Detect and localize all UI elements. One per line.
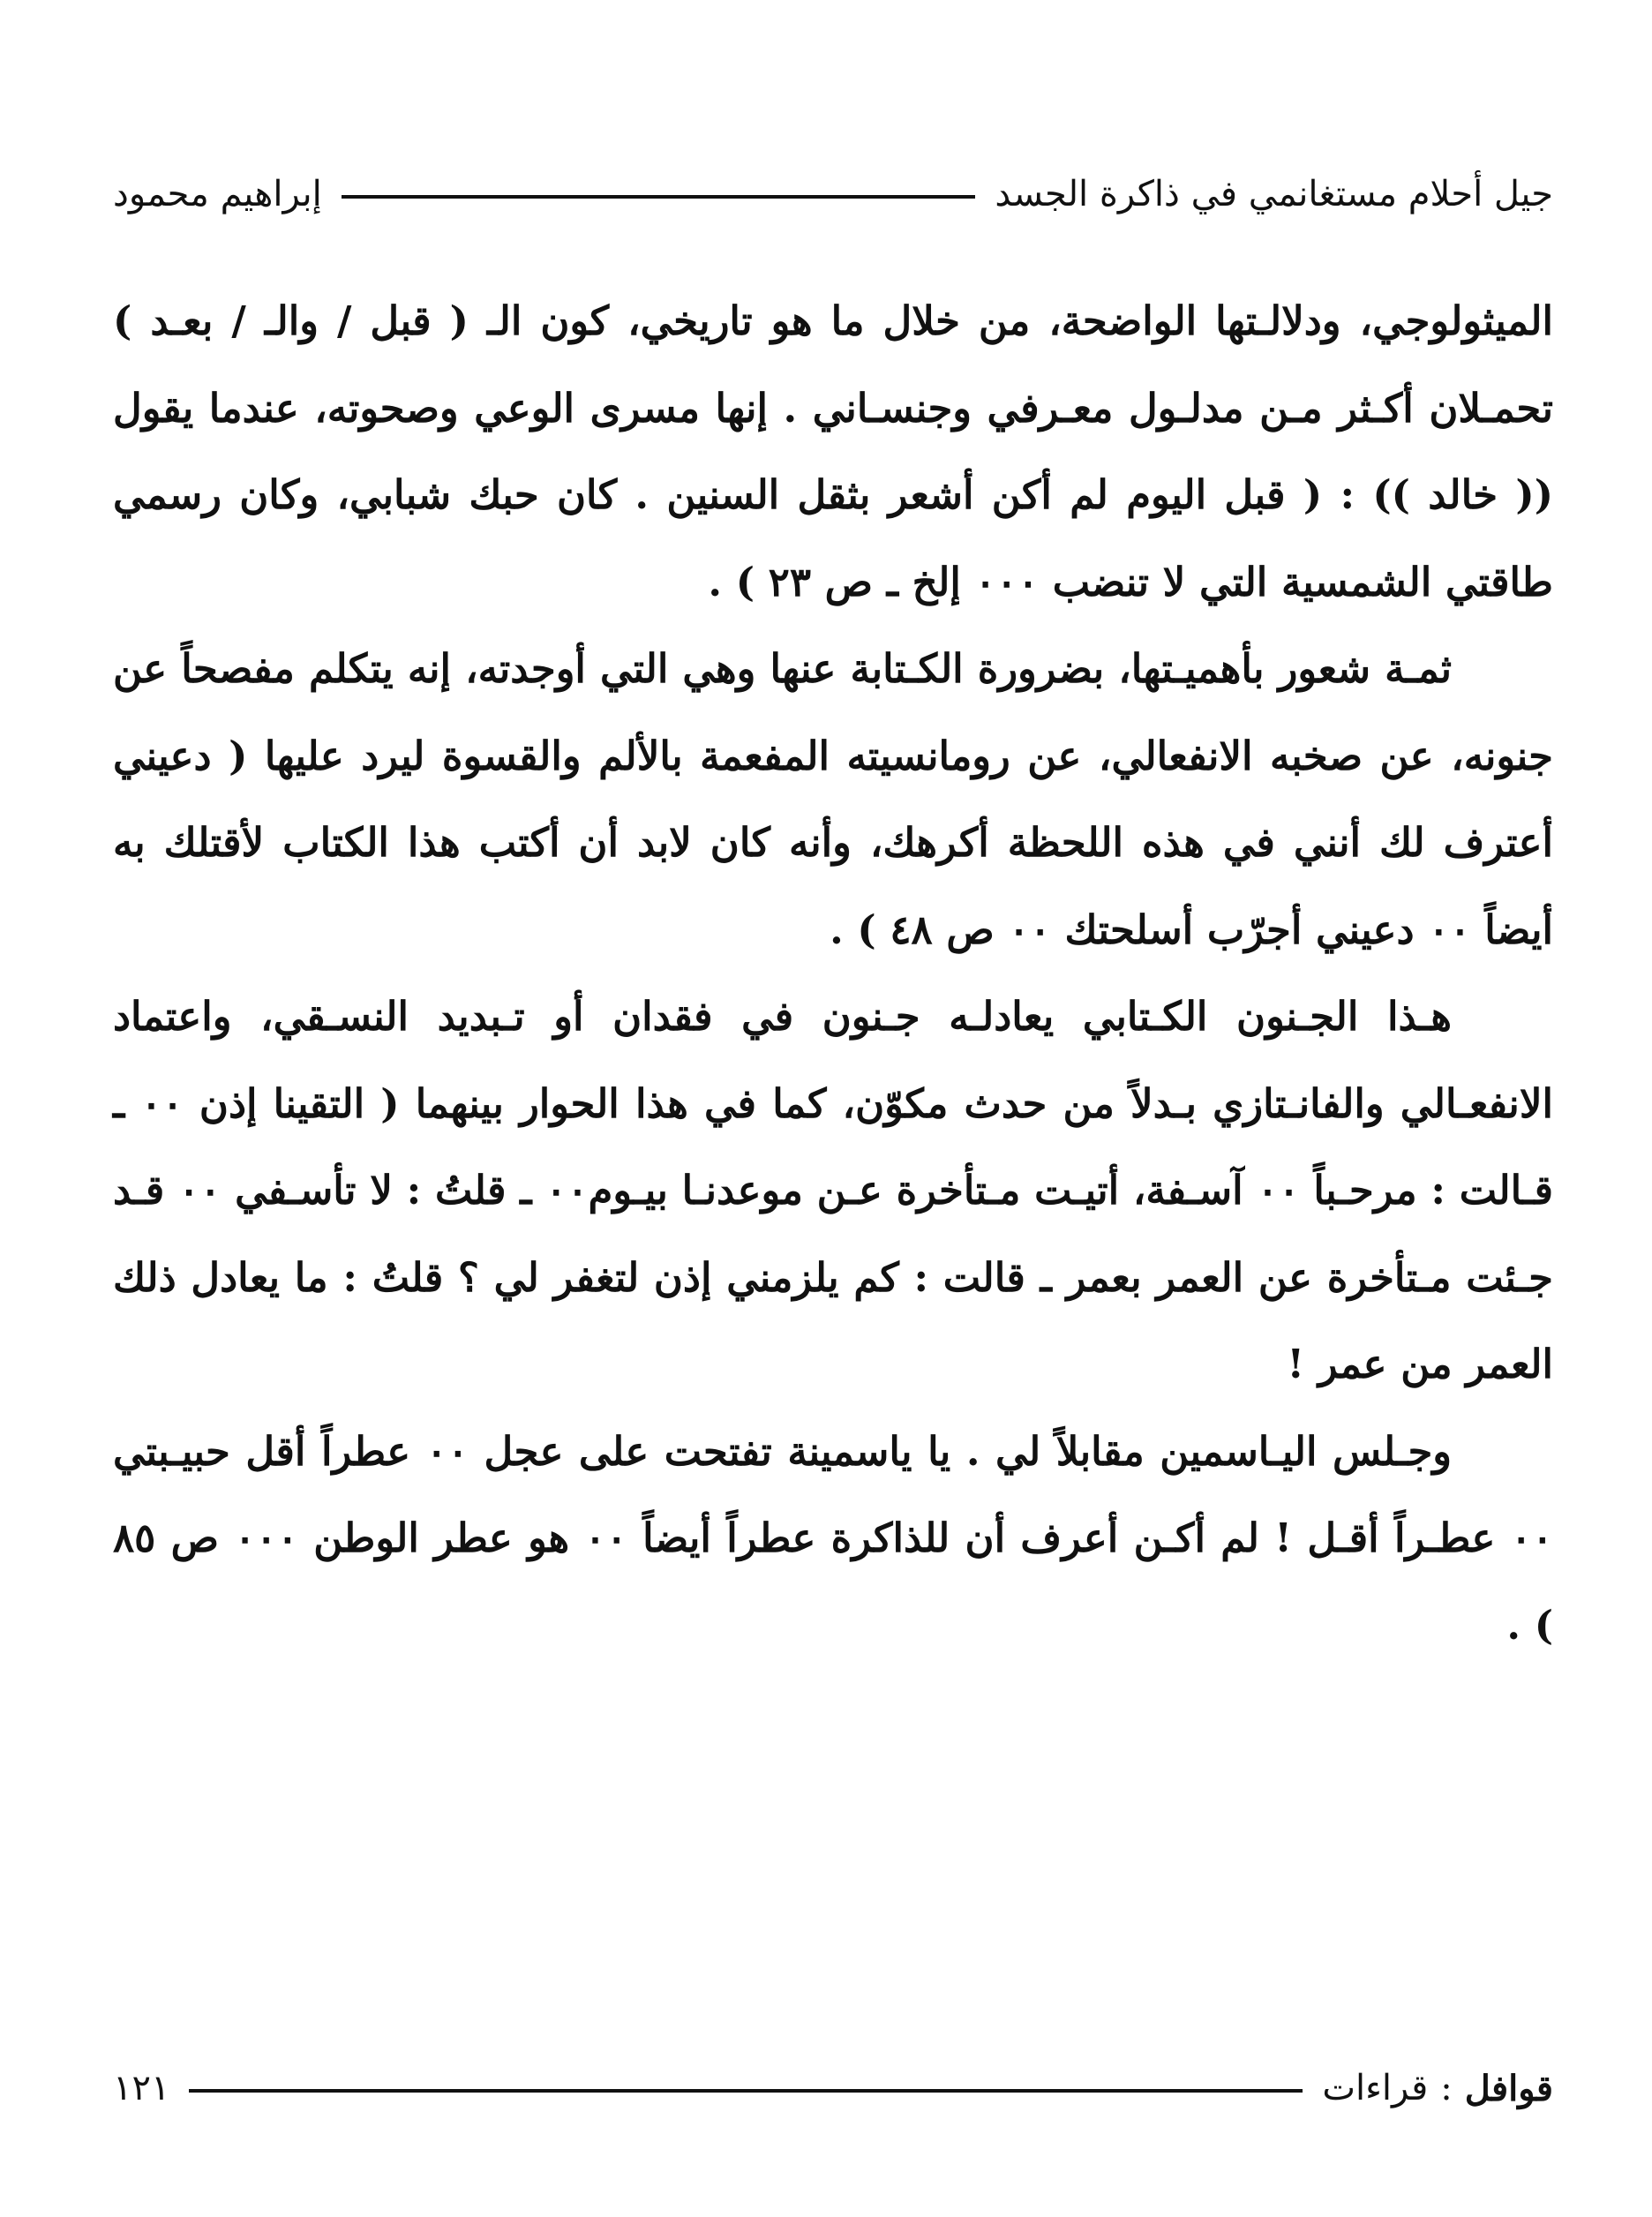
paragraph-2: ثمـة شعور بأهميـتها، بضرورة الكـتابة عنها وهي التي أوجدته، إنه يتكلم مفصحاً عن جنونه، عن صخبه الانفعالي، عن رومانسيته المفعمة بالألم والقسوة ليرد عليها ( دعيني أعترف لك أنني في هذه اللحظة أكرهك، وأنه كان لابد أن أكتب هذا الكتاب لأقتلك به أيضاً ٠٠ دعيني أجرّب أسلحتك ٠٠ ص ٤٨ ) .: [113, 645, 1553, 953]
footer-section-name: قراءات: [1322, 2068, 1429, 2108]
header-rule: [342, 195, 976, 199]
paragraph-1: الميثولوجي، ودلالـتها الواضحة، من خلال ما هو تاريخي، كون الـ ( قبل / والـ / بعـد ) تحمـلان أكـثر مـن مدلـول معـرفي وجنسـاني . إنها مسرى الوعي وصحوته، عندما يقول (( خالد )) : ( قبل اليوم لم أكن أشعر بثقل السنين . كان حبك شبابي، وكان رسمي طاقتي الشمسية التي لا تنضب ٠٠٠ إلخ ـ ص ٢٣ ) .: [113, 297, 1553, 605]
footer-journal-name: قوافل: [1464, 2067, 1553, 2109]
running-header-title: جيل أحلام مستغانمي في ذاكرة الجسد: [995, 174, 1553, 214]
footer-rule: [189, 2089, 1303, 2093]
page-number: ١٢١: [113, 2068, 170, 2108]
footer-separator: :: [1440, 2068, 1453, 2108]
running-footer: [113, 2062, 1553, 2115]
running-header-author: إبراهيم محمود: [113, 174, 322, 214]
paragraph-4: وجـلس اليـاسمين مقابلاً لي . يا ياسمينة تفتحت على عجل ٠٠ عطراً أقل حبيـبتي ٠٠ عطـراً أقـل ! لم أكـن أعرف أن للذاكرة عطراً أيضاً ٠٠ هو عطر الوطن ٠٠٠ ص ٨٥ ) .: [113, 1427, 1553, 1649]
running-header: [113, 168, 1553, 221]
body-text: [113, 278, 1553, 1669]
paragraph-3: هـذا الجـنون الكـتابي يعادلـه جـنون في فقدان أو تـبديد النسـقي، واعتماد الانفعـالي والفانـتازي بـدلاً من حدث مكوّن، كما في هذا الحوار بينهما ( التقينا إذن ٠٠ ـ قـالت : مرحـباً ٠٠ آسـفة، أتيـت مـتأخرة عـن موعدنـا بيـوم٠٠ ـ قلتُ : لا تأسـفي ٠٠ قـد جـئت مـتأخرة عن العمر بعمر ـ قالت : كم يلزمني إذن لتغفر لي ؟ قلتُ : ما يعادل ذلك العمر من عمر !: [113, 993, 1554, 1387]
